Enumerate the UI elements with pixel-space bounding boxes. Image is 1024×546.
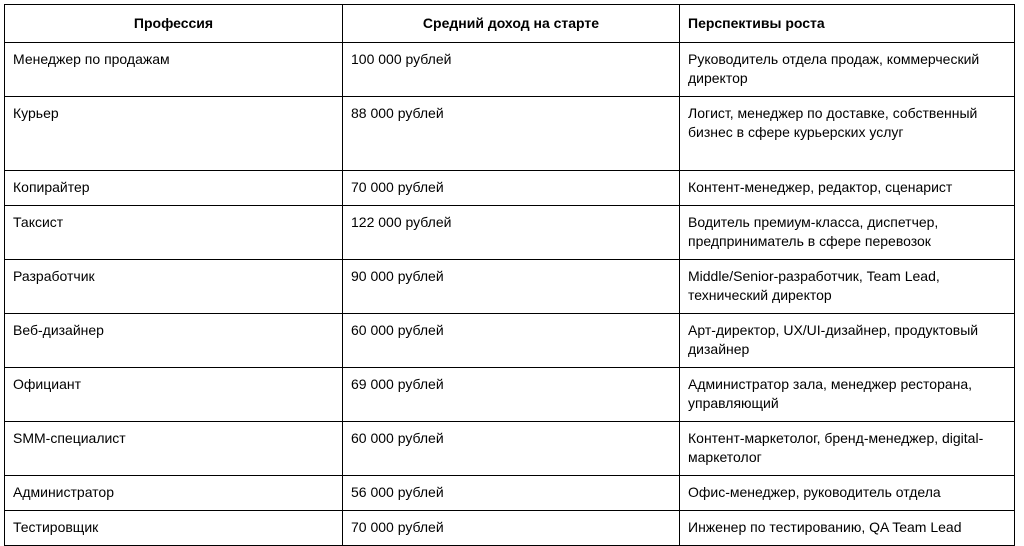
- cell-income: 88 000 рублей: [343, 97, 680, 171]
- table-row: [5, 476, 1015, 511]
- cell-profession: SMM-специалист: [5, 422, 343, 476]
- cell-prospects: Контент-менеджер, редактор, сценарист: [680, 171, 1015, 206]
- cell-profession: Разработчик: [5, 260, 343, 314]
- cell-income: 69 000 рублей: [343, 368, 680, 422]
- header-growth-prospects: Перспективы роста: [680, 5, 1015, 43]
- table-row: [5, 422, 1015, 476]
- cell-income: 122 000 рублей: [343, 206, 680, 260]
- cell-income: 60 000 рублей: [343, 422, 680, 476]
- cell-income: 60 000 рублей: [343, 314, 680, 368]
- header-row: [5, 5, 1015, 43]
- cell-prospects: Инженер по тестированию, QA Team Lead: [680, 511, 1015, 546]
- cell-income: 56 000 рублей: [343, 476, 680, 511]
- table-row: [5, 43, 1015, 97]
- table-row: [5, 171, 1015, 206]
- cell-prospects: Логист, менеджер по доставке, собственный бизнес в сфере курьерских услуг: [680, 97, 1015, 171]
- cell-prospects: Руководитель отдела продаж, коммерческий директор: [680, 43, 1015, 97]
- cell-prospects: Арт-директор, UX/UI-дизайнер, продуктовый дизайнер: [680, 314, 1015, 368]
- cell-income: 90 000 рублей: [343, 260, 680, 314]
- table-body: [5, 43, 1015, 546]
- table-row: [5, 97, 1015, 171]
- cell-prospects: Контент-маркетолог, бренд-менеджер, digital-маркетолог: [680, 422, 1015, 476]
- cell-profession: Менеджер по продажам: [5, 43, 343, 97]
- cell-income: 70 000 рублей: [343, 511, 680, 546]
- table-header: [5, 5, 1015, 43]
- cell-income: 100 000 рублей: [343, 43, 680, 97]
- table-row: [5, 368, 1015, 422]
- cell-prospects: Офис-менеджер, руководитель отдела: [680, 476, 1015, 511]
- cell-profession: Тестировщик: [5, 511, 343, 546]
- professions-table: [4, 4, 1015, 546]
- professions-table-wrapper: [4, 4, 1014, 546]
- table-row: [5, 260, 1015, 314]
- cell-profession: Веб-дизайнер: [5, 314, 343, 368]
- cell-income: 70 000 рублей: [343, 171, 680, 206]
- cell-profession: Таксист: [5, 206, 343, 260]
- table-row: [5, 206, 1015, 260]
- cell-prospects: Middle/Senior-разработчик, Team Lead, технический директор: [680, 260, 1015, 314]
- table-row: [5, 511, 1015, 546]
- header-profession: Профессия: [5, 5, 343, 43]
- cell-prospects: Администратор зала, менеджер ресторана, управляющий: [680, 368, 1015, 422]
- cell-prospects: Водитель премиум-класса, диспетчер, предприниматель в сфере перевозок: [680, 206, 1015, 260]
- table-row: [5, 314, 1015, 368]
- cell-profession: Администратор: [5, 476, 343, 511]
- cell-profession: Курьер: [5, 97, 343, 171]
- cell-profession: Официант: [5, 368, 343, 422]
- header-starting-income: Средний доход на старте: [343, 5, 680, 43]
- cell-profession: Копирайтер: [5, 171, 343, 206]
